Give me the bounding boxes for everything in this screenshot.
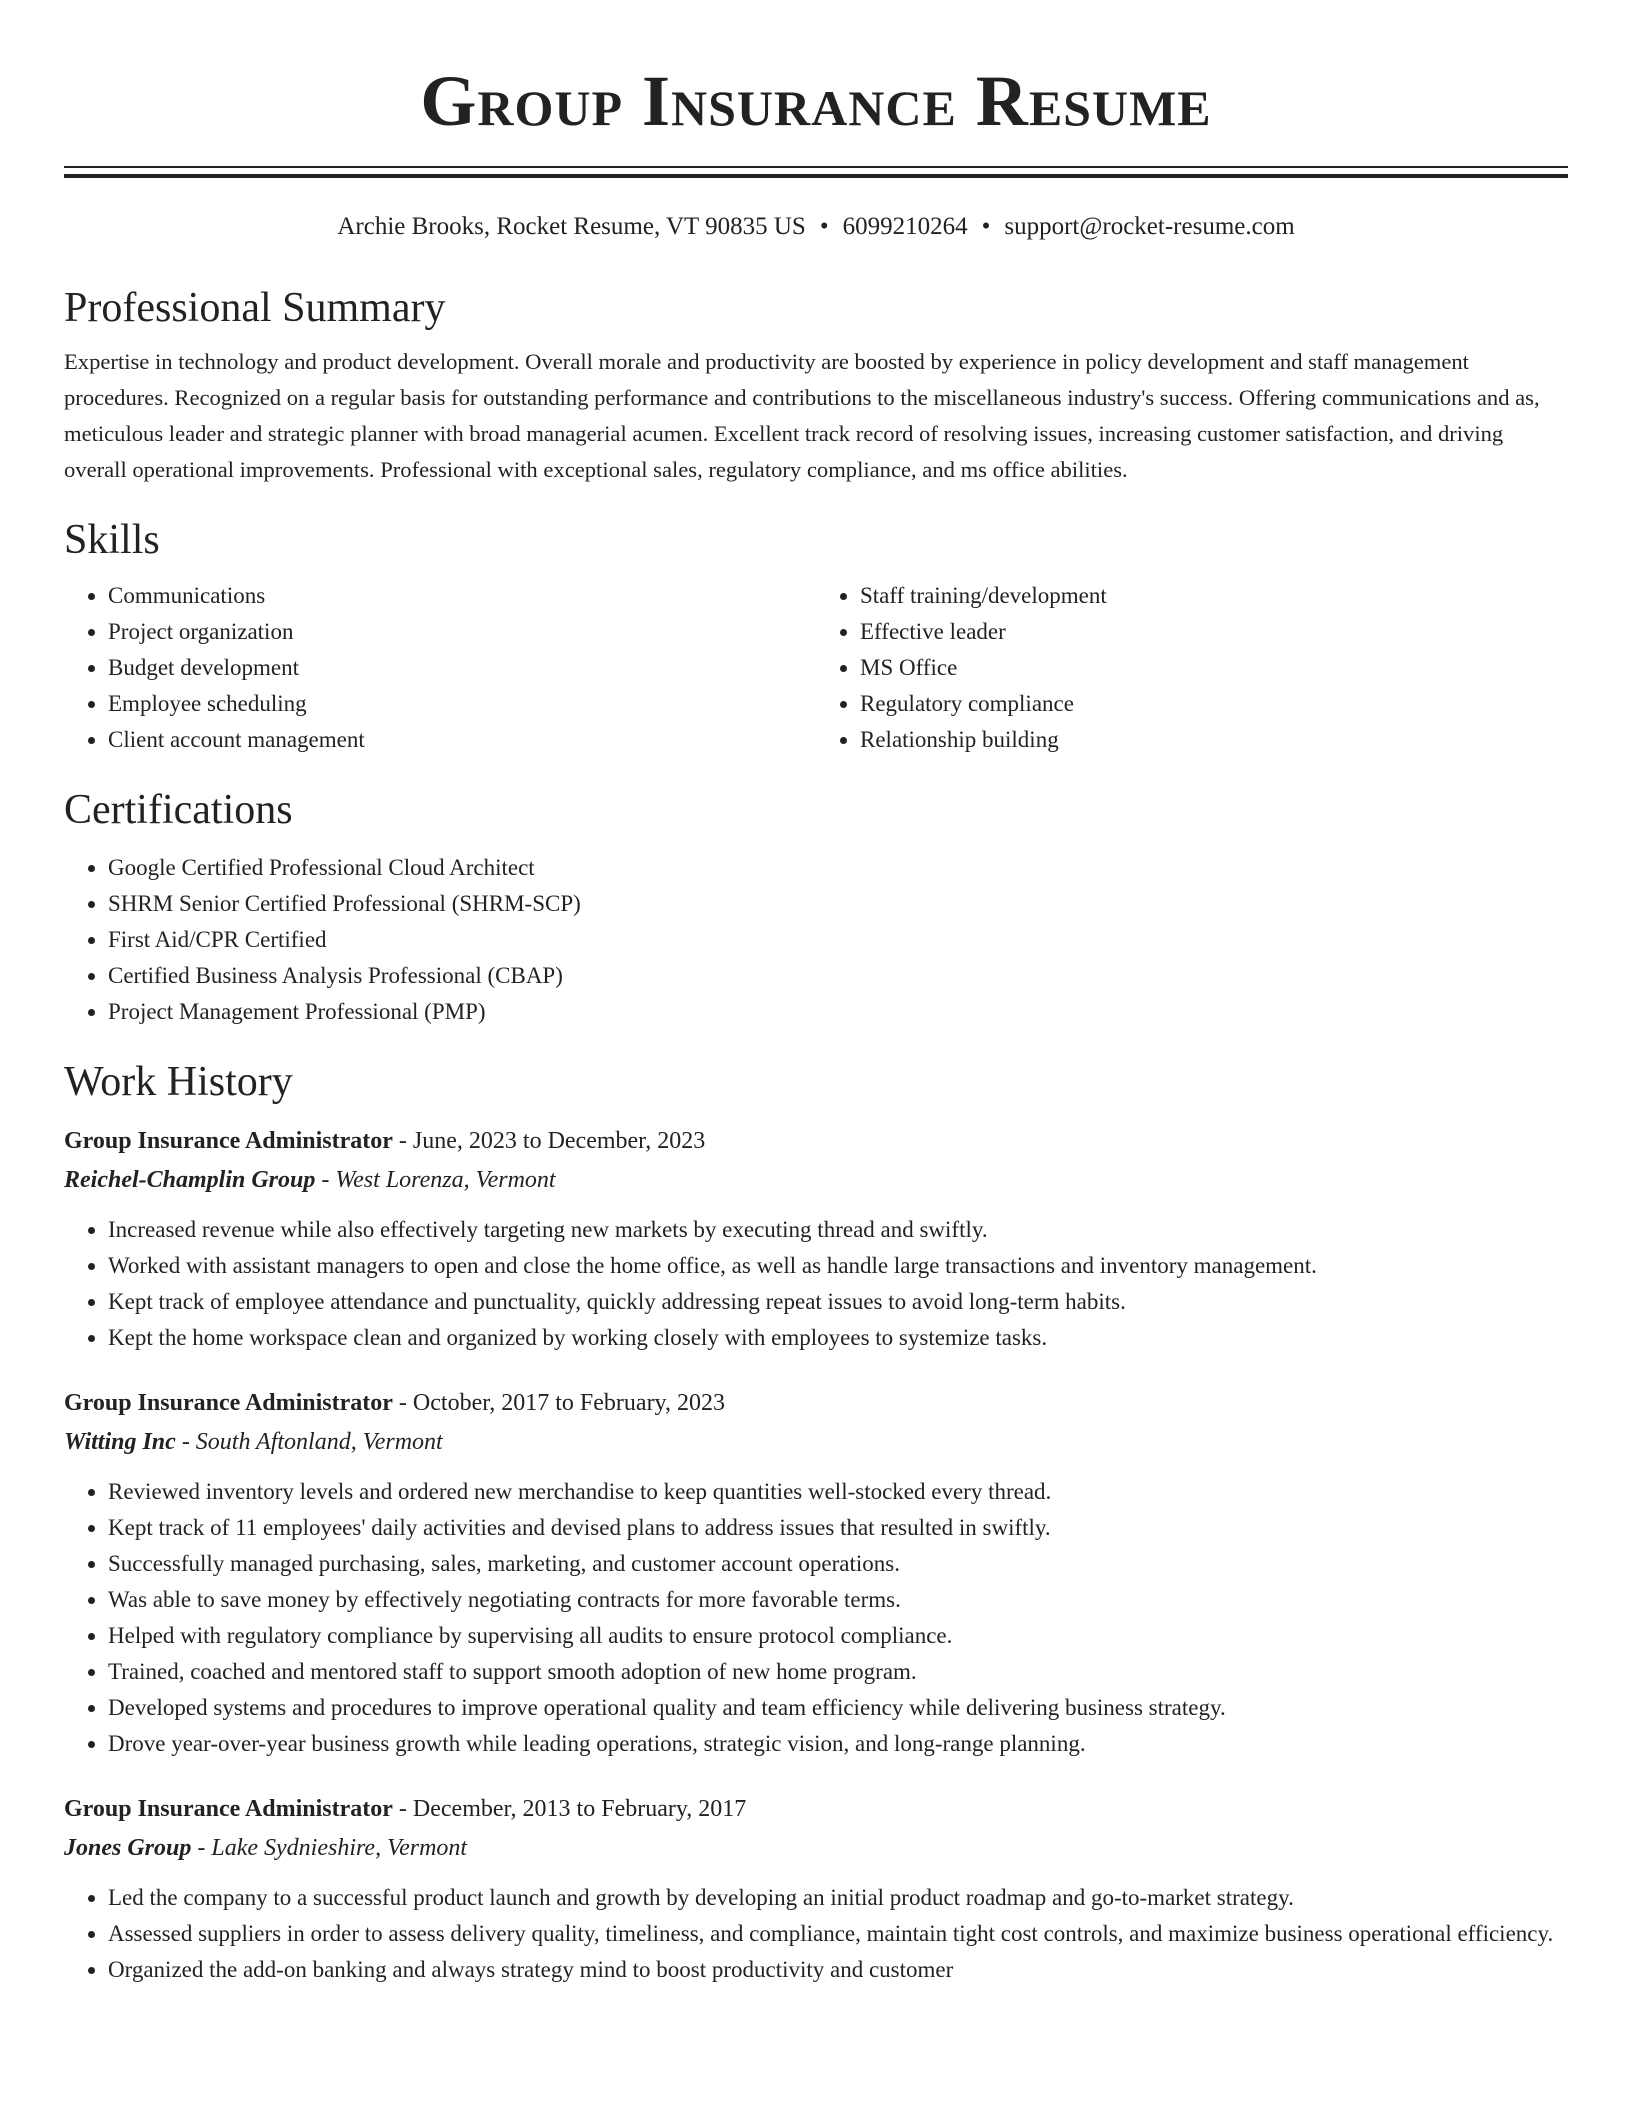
job-bullet: • Kept track of 11 employees' daily activities and devised plans to address issues that resulted in swiftly. [108,1510,1568,1546]
job-bullet: • Kept the home workspace clean and organized by working closely with employees to systemize tasks. [108,1320,1568,1356]
skills-section [64,514,1568,758]
skill-item: • Effective leader [860,614,1568,650]
title-divider-thick [64,174,1568,178]
job-entry [64,1790,1568,1988]
job-company-line [64,1422,1568,1462]
certification-item: • Certified Business Analysis Professional (CBAP) [108,958,1568,994]
work-history-heading: Work History [64,1059,293,1105]
job-bullet: • Worked with assistant managers to open and close the home office, as well as handle large transactions and inventory management. [108,1248,1568,1284]
skill-item: • Staff training/development [860,578,1568,614]
skills-heading: Skills [64,517,160,563]
job-company-line [64,1160,1568,1200]
skill-item: • Project organization [108,614,816,650]
company-name: Jones Group [64,1835,192,1861]
skills-list-right [816,578,1568,758]
job-bullet: • Led the company to a successful product launch and growth by developing an initial product roadmap and go-to-market strategy. [108,1880,1568,1916]
job-dates: - October, 2017 to February, 2023 [392,1390,725,1416]
contact-email: support@rocket-resume.com [1004,213,1295,240]
job-title: Group Insurance Administrator [64,1796,393,1822]
job-header [64,1384,1568,1422]
job-entry [64,1122,1568,1356]
job-bullets [64,1474,1568,1762]
job-title: Group Insurance Administrator [64,1390,393,1416]
job-company-line [64,1828,1568,1868]
job-title: Group Insurance Administrator [64,1128,393,1154]
job-header [64,1122,1568,1160]
certifications-section [64,784,1568,1030]
certifications-heading: Certifications [64,787,293,833]
work-history-section [64,1056,1568,1988]
job-bullet: • Increased revenue while also effectively targeting new markets by executing thread and swiftly. [108,1212,1568,1248]
job-dates: - June, 2023 to December, 2023 [392,1128,706,1154]
job-bullet: • Trained, coached and mentored staff to support smooth adoption of new home program. [108,1654,1568,1690]
certification-item: • SHRM Senior Certified Professional (SHRM-SCP) [108,886,1568,922]
job-bullet: • Was able to save money by effectively negotiating contracts for more favorable terms. [108,1582,1568,1618]
skills-grid [64,578,1568,758]
job-bullet: • Developed systems and procedures to improve operational quality and team efficiency while delivering business strategy. [108,1690,1568,1726]
job-bullet: • Reviewed inventory levels and ordered new merchandise to keep quantities well-stocked every thread. [108,1474,1568,1510]
job-dates: - December, 2013 to February, 2017 [392,1796,747,1822]
skill-item: • Budget development [108,650,816,686]
skill-item: • Communications [108,578,816,614]
job-bullet: • Assessed suppliers in order to assess delivery quality, timeliness, and compliance, maintain tight cost controls, and maximize business operational efficiency. [108,1916,1568,1952]
certifications-list [64,850,1568,1030]
company-name: Witting Inc [64,1429,176,1455]
contact-phone: 6099210264 [842,213,968,240]
summary-heading: Professional Summary [64,285,446,331]
company-name: Reichel-Champlin Group [64,1167,316,1193]
job-entry [64,1384,1568,1762]
contact-separator: • [981,213,991,240]
skill-item: • MS Office [860,650,1568,686]
job-bullet: • Organized the add-on banking and always strategy mind to boost productivity and customer [108,1952,1568,1988]
job-bullet: • Successfully managed purchasing, sales, marketing, and customer account operations. [108,1546,1568,1582]
certification-item: • Project Management Professional (PMP) [108,994,1568,1030]
job-bullets [64,1880,1568,1988]
certification-item: • First Aid/CPR Certified [108,922,1568,958]
skill-item: • Regulatory compliance [860,686,1568,722]
company-location: - West Lorenza, Vermont [315,1167,556,1193]
company-location: - South Aftonland, Vermont [175,1429,443,1455]
skill-item: • Relationship building [860,722,1568,758]
job-bullet: • Kept track of employee attendance and punctuality, quickly addressing repeat issues to avoid long-term habits. [108,1284,1568,1320]
summary-text: Expertise in technology and product development. Overall morale and productivity are boosted by experience in policy development and staff management procedures. Recognized on a regular basis for outstanding performance and contributions to the miscellaneous industry's success. Offering communications and as, meticulous leader and strategic planner with broad managerial acumen. Excellent track record of resolving issues, increasing customer satisfaction, and driving overall operational improvements. Professional with exceptional sales, regulatory compliance, and ms office abilities. [64,349,1540,482]
skills-list-left [64,578,816,758]
page-title: Group Insurance Resume [420,61,1212,141]
summary-section [64,282,1568,488]
job-header [64,1790,1568,1828]
job-bullets [64,1212,1568,1356]
skill-item: • Client account management [108,722,816,758]
company-location: - Lake Sydnieshire, Vermont [191,1835,468,1861]
job-bullet: • Helped with regulatory compliance by supervising all audits to ensure protocol compliance. [108,1618,1568,1654]
certification-item: • Google Certified Professional Cloud Architect [108,850,1568,886]
title-divider-thin [64,166,1568,168]
contact-line [64,210,1568,244]
contact-separator: • [819,213,829,240]
skill-item: • Employee scheduling [108,686,816,722]
contact-address: Archie Brooks, Rocket Resume, VT 90835 US [337,213,806,240]
job-bullet: • Drove year-over-year business growth while leading operations, strategic vision, and long-range planning. [108,1726,1568,1762]
